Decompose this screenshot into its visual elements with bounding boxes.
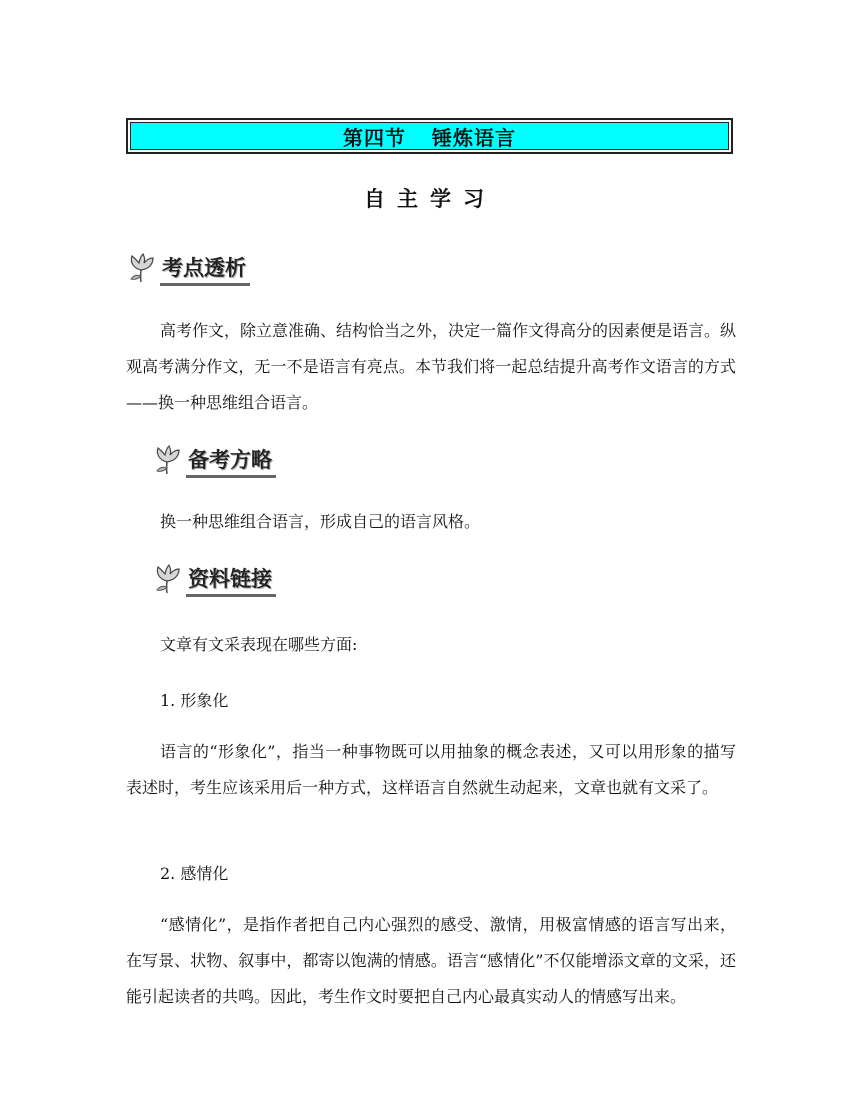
section-title <box>130 122 729 150</box>
paragraph-aspects: 文章有文采表现在哪些方面: <box>160 635 358 654</box>
item-2-title: 2. 感情化 <box>160 864 229 883</box>
heading-kaodian <box>124 250 250 286</box>
section-number: 第四节 <box>343 125 406 150</box>
flower-icon <box>124 252 158 286</box>
section-title-box <box>126 118 733 154</box>
paragraph-strategy: 换一种思维组合语言，形成自己的语言风格。 <box>160 512 481 531</box>
item-1-body: 语言的“形象化”，指当一种事物既可以用抽象的概念表述，又可以用形象的描写表述时，考生应该采用后一种方式，这样语言自然就生动起来，文章也就有文采了。 <box>126 742 736 797</box>
paragraph-intro: 高考作文，除立意准确、结构恰当之外，决定一篇作文得高分的因素便是语言。纵观高考满分作文，无一不是语言有亮点。本节我们将一起总结提升高考作文语言的方式——换一种思维组合语言。 <box>126 321 737 412</box>
heading-ziliao <box>150 561 276 597</box>
flower-icon <box>150 563 184 597</box>
flower-icon <box>150 444 184 478</box>
item-1-title: 1. 形象化 <box>160 691 229 710</box>
item-2-body: “感情化”，是指作者把自己内心强烈的感受、激情，用极富情感的语言写出来，在写景、状物、叙事中，都寄以饱满的情感。语言“感情化”不仅能增添文章的文采，还能引起读者的共鸣。因此，考生作文时要把自己内心最真实动人的情感写出来。 <box>126 915 736 1006</box>
subtitle: 自主学习 <box>364 187 496 211</box>
section-name: 锤炼语言 <box>432 125 516 150</box>
heading-text: 资料链接 <box>186 566 276 597</box>
heading-beikao <box>150 442 276 478</box>
heading-text: 考点透析 <box>160 255 250 286</box>
heading-text: 备考方略 <box>186 447 276 478</box>
